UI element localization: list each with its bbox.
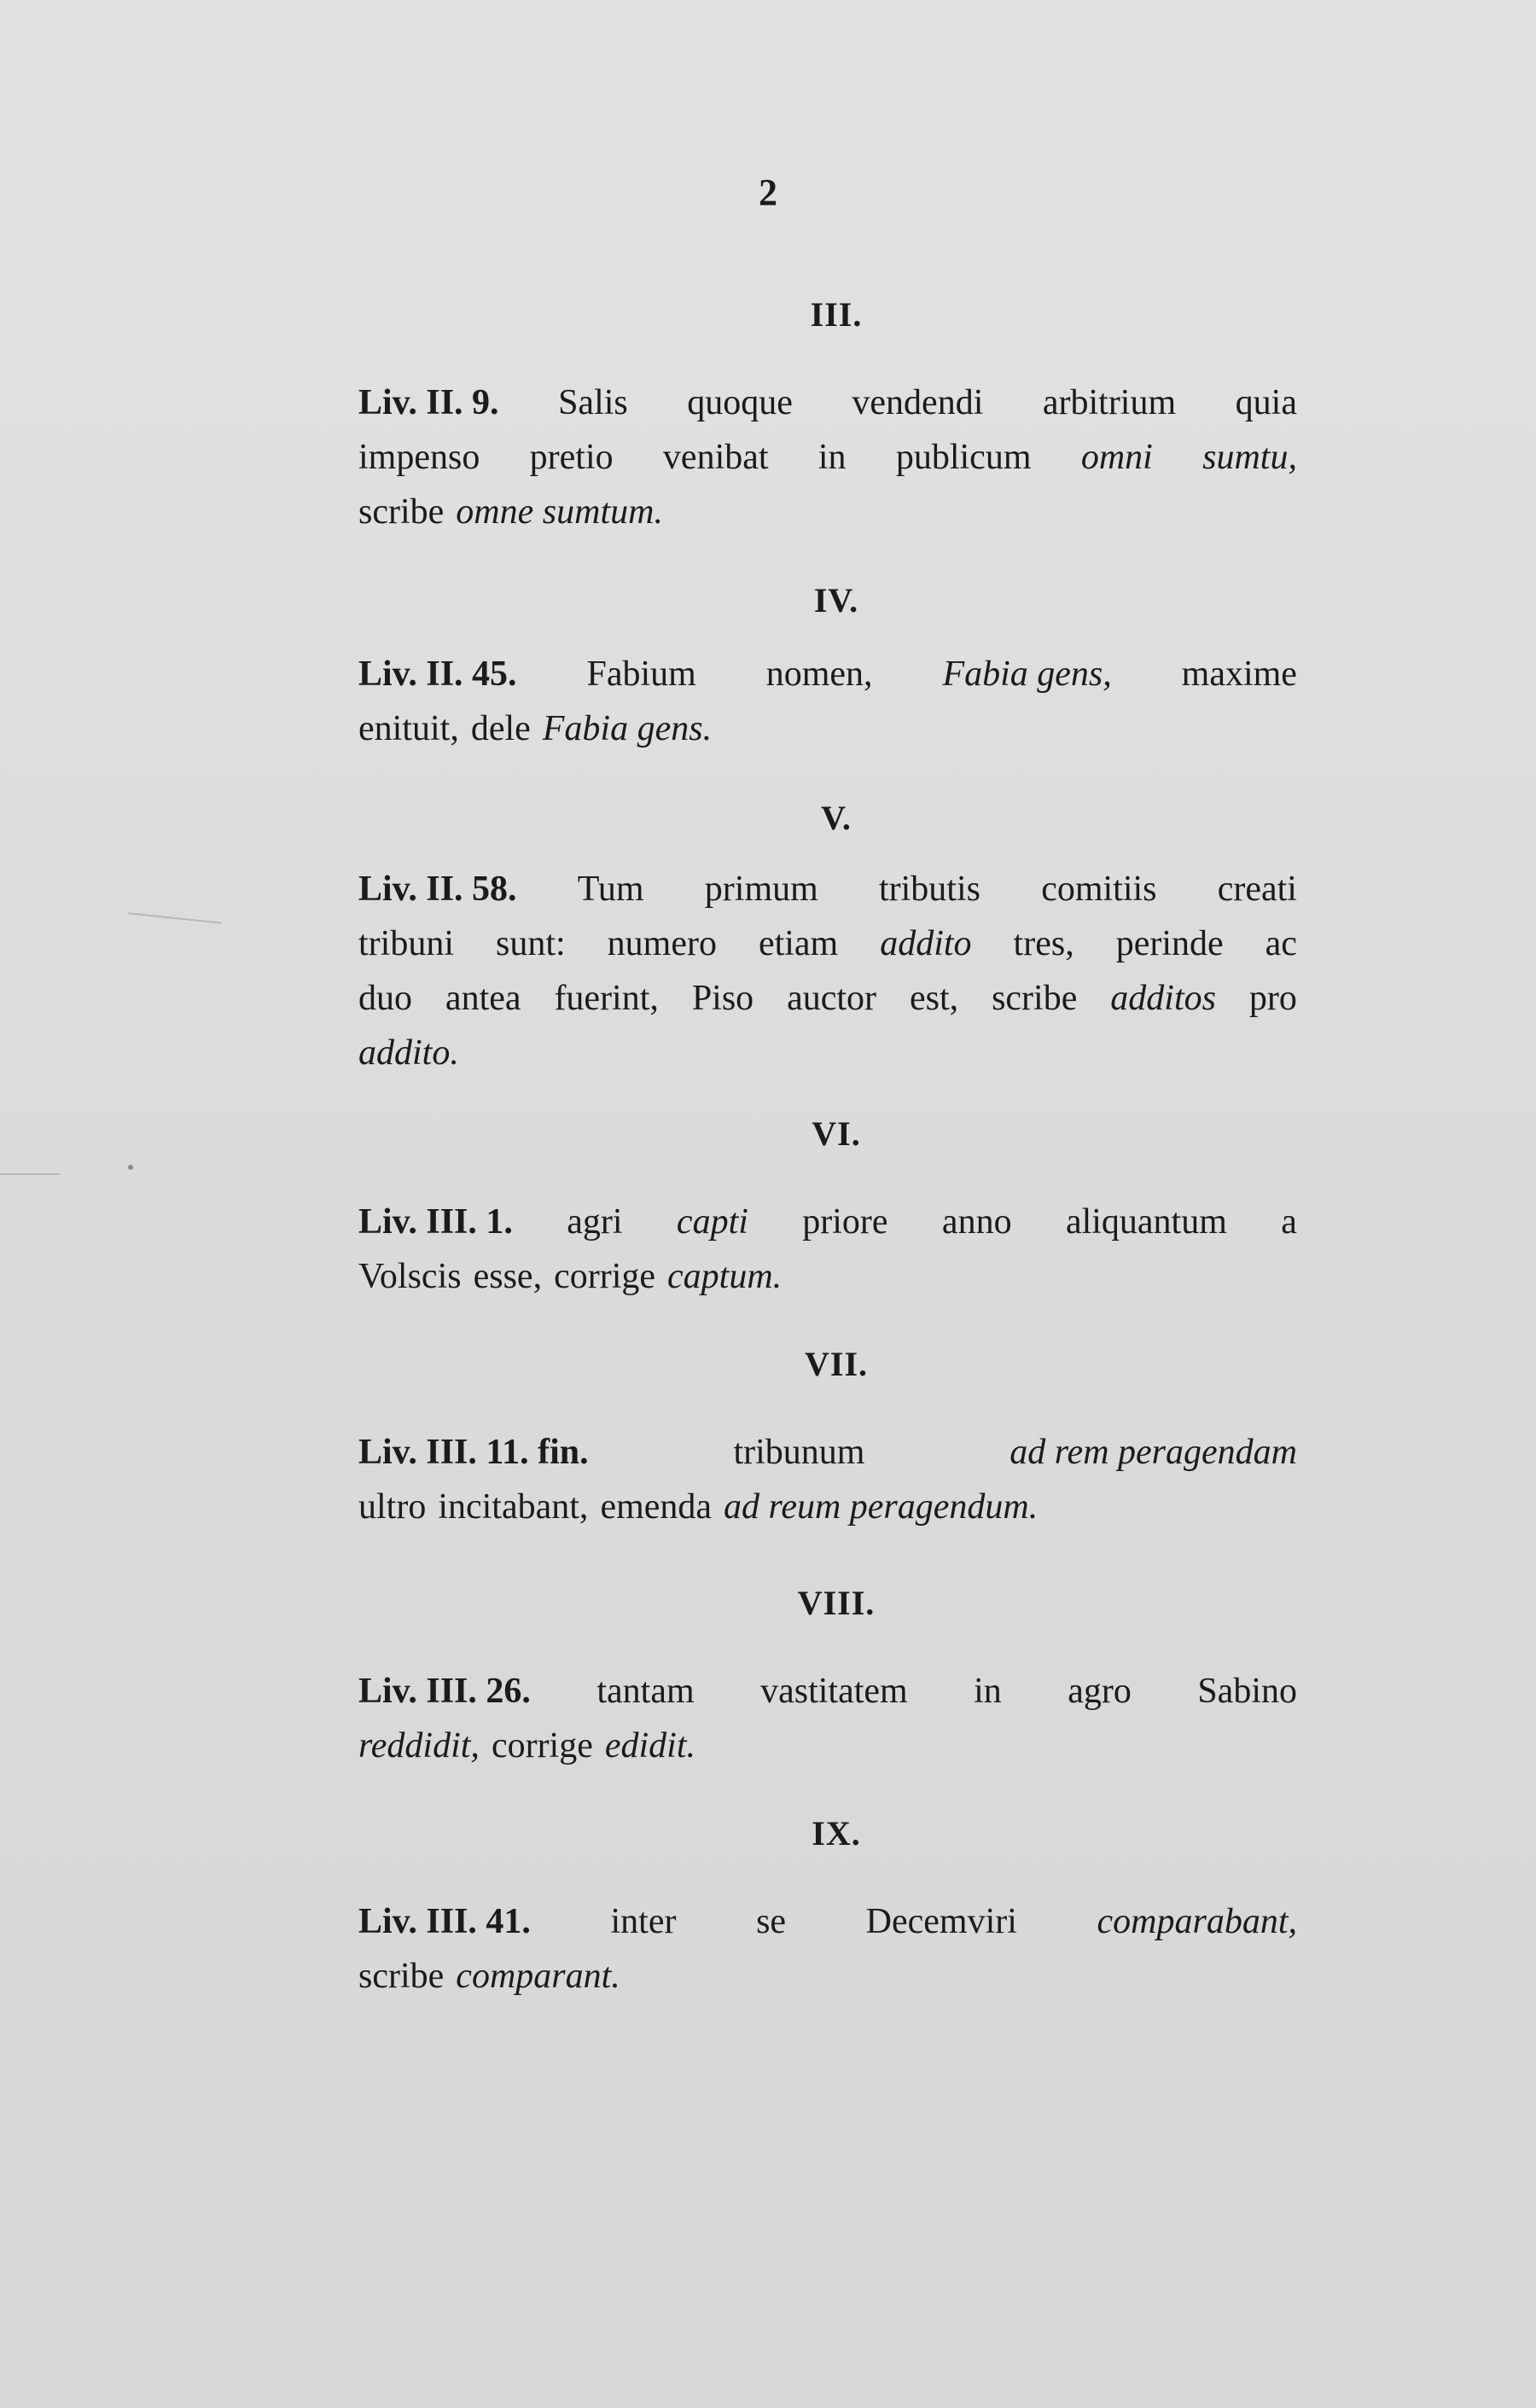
word: incitabant,	[438, 1487, 589, 1527]
italic-word: captum.	[667, 1257, 783, 1296]
italic-word: reddidit,	[358, 1726, 480, 1765]
text-line	[358, 1664, 1297, 1719]
word: nomen,	[765, 654, 873, 694]
italic-word: omni	[1080, 438, 1153, 477]
word: est,	[909, 979, 959, 1018]
word: in	[974, 1672, 1002, 1711]
paper-speck	[128, 1165, 133, 1170]
word: arbitrium	[1042, 383, 1177, 422]
section-text-vi	[358, 1195, 1297, 1304]
italic-word: comparant.	[456, 1957, 620, 1996]
italic-word: ad rem peragendam	[1009, 1433, 1297, 1472]
citation-reference: Liv. III. 41.	[358, 1902, 531, 1941]
italic-word: ad reum peragendum.	[724, 1487, 1039, 1527]
word: tributis	[878, 870, 980, 909]
word: quia	[1235, 383, 1297, 422]
text-line	[358, 916, 1297, 971]
text-line	[358, 375, 1297, 430]
text-line	[358, 1894, 1297, 1949]
word: pretio	[529, 438, 614, 477]
word: venibat	[662, 438, 769, 477]
text-line	[358, 1480, 1297, 1534]
word: agri	[567, 1202, 623, 1242]
word: perinde	[1115, 924, 1224, 963]
section-text-v	[358, 862, 1297, 1080]
text-line	[358, 1249, 1297, 1304]
word: Tum	[577, 870, 644, 909]
section-numeral-v: V.	[821, 799, 852, 837]
word: fuerint,	[554, 979, 659, 1018]
word: dele	[470, 709, 531, 748]
word: etiam	[758, 924, 839, 963]
italic-word: sumtu,	[1202, 438, 1297, 477]
section-numeral-viii: VIII.	[797, 1584, 876, 1622]
word: Volscis	[358, 1257, 462, 1296]
word: impenso	[358, 438, 480, 477]
word: auctor	[787, 979, 877, 1018]
text-line	[358, 1949, 1297, 2004]
word: scribe	[358, 1957, 445, 1996]
section-text-viii	[358, 1664, 1297, 1773]
text-line	[358, 862, 1297, 916]
italic-word: Fabia gens.	[542, 709, 713, 748]
italic-word: addito.	[358, 1033, 459, 1073]
word: vendendi	[852, 383, 984, 422]
word: a	[1281, 1202, 1297, 1242]
word: creati	[1217, 870, 1297, 909]
word: scribe	[358, 492, 445, 532]
word: scribe	[992, 979, 1078, 1018]
citation-reference: Liv. III. 1.	[358, 1202, 513, 1242]
word: Sabino	[1197, 1672, 1297, 1711]
word: enituit,	[358, 709, 459, 748]
word: tres,	[1013, 924, 1074, 963]
word: maxime	[1181, 654, 1297, 694]
word: primum	[704, 870, 818, 909]
italic-word: Fabia gens,	[942, 654, 1112, 694]
word: Piso	[691, 979, 754, 1018]
citation-reference: Liv. II. 9.	[358, 383, 499, 422]
margin-pencil-mark	[0, 1173, 60, 1175]
word: numero	[607, 924, 717, 963]
text-line	[358, 1425, 1297, 1480]
italic-word: comparabant,	[1097, 1902, 1297, 1941]
word: quoque	[687, 383, 793, 422]
section-numeral-vi: VI.	[812, 1114, 861, 1153]
word: esse,	[473, 1257, 543, 1296]
word: corrige	[491, 1726, 593, 1765]
word: tantam	[596, 1672, 695, 1711]
text-line	[358, 1719, 1297, 1773]
word: tribuni	[358, 924, 454, 963]
text-line	[358, 647, 1297, 701]
citation-reference: Liv. II. 45.	[358, 654, 517, 694]
word: corrige	[554, 1257, 656, 1296]
word: Salis	[558, 383, 628, 422]
italic-word: additos	[1110, 979, 1216, 1018]
word: priore	[802, 1202, 888, 1242]
section-text-iv	[358, 647, 1297, 756]
word: ac	[1265, 924, 1297, 963]
section-text-vii	[358, 1425, 1297, 1534]
text-line	[358, 1195, 1297, 1249]
word: inter	[610, 1902, 677, 1941]
word: emenda	[600, 1487, 713, 1527]
word: se	[756, 1902, 787, 1941]
section-text-ix	[358, 1894, 1297, 2004]
section-numeral-vii: VII.	[804, 1345, 869, 1383]
citation-reference: Liv. II. 58.	[358, 870, 517, 909]
page-number: 2	[759, 172, 777, 213]
citation-reference: Liv. III. 11. fin.	[358, 1433, 589, 1472]
italic-word: omne sumtum.	[456, 492, 663, 532]
word: in	[817, 438, 847, 477]
italic-word: capti	[676, 1202, 748, 1242]
section-numeral-iii: III.	[810, 295, 863, 334]
word: agro	[1068, 1672, 1132, 1711]
italic-word: addito	[880, 924, 972, 963]
word: publicum	[895, 438, 1032, 477]
section-numeral-iv: IV.	[813, 581, 859, 619]
text-line	[358, 971, 1297, 1026]
word: comitiis	[1041, 870, 1157, 909]
word: anno	[941, 1202, 1012, 1242]
word: sunt:	[495, 924, 566, 963]
word: Fabium	[586, 654, 696, 694]
word: ultro	[358, 1487, 427, 1527]
section-numeral-ix: IX.	[812, 1814, 861, 1853]
word: duo	[358, 979, 412, 1018]
margin-pencil-mark	[128, 912, 222, 923]
section-text-iii	[358, 375, 1297, 539]
citation-reference: Liv. III. 26.	[358, 1672, 531, 1711]
text-line	[358, 1026, 1297, 1080]
word: pro	[1248, 979, 1297, 1018]
word: aliquantum	[1065, 1202, 1227, 1242]
text-line	[358, 430, 1297, 485]
word: Decemviri	[865, 1902, 1017, 1941]
word: antea	[445, 979, 521, 1018]
word: tribunum	[733, 1433, 865, 1472]
text-line	[358, 701, 1297, 756]
italic-word: edidit.	[604, 1726, 696, 1765]
text-line	[358, 485, 1297, 539]
word: vastitatem	[760, 1672, 908, 1711]
